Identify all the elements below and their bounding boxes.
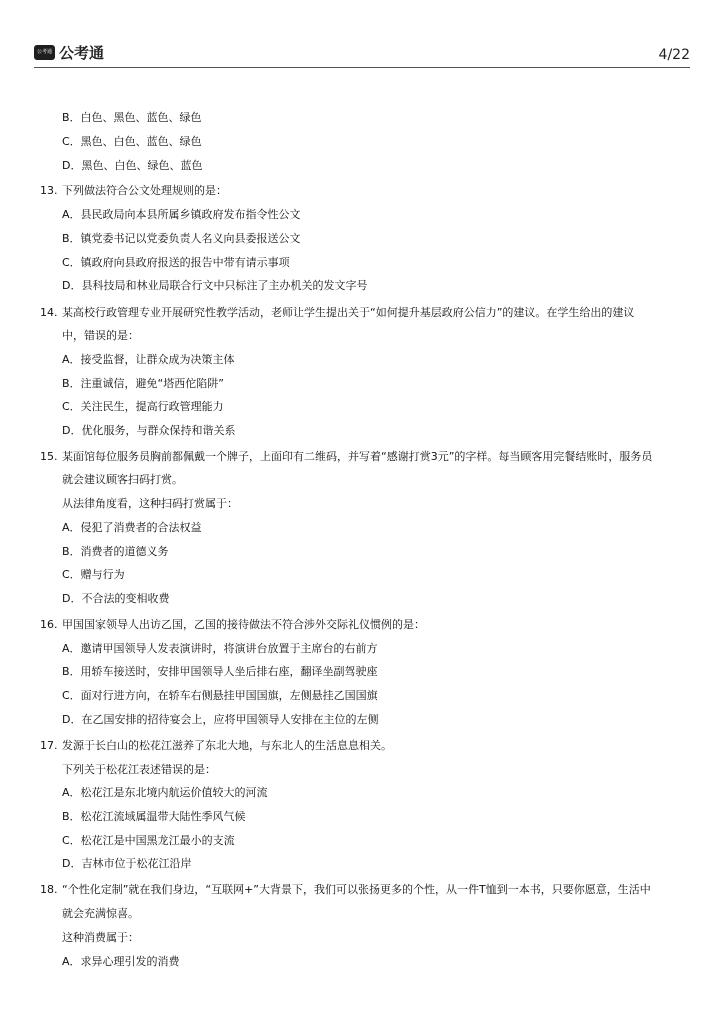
q15-stem-line-1: 某面馆每位服务员胸前都佩戴一个牌子，上面印有二维码，并写着“感谢打赏3元”的字样。每当顾客用完餐结账时，服务员 <box>62 450 653 463</box>
q12-option-d: D．黑色、白色、绿色、蓝色 <box>62 159 203 172</box>
q17-stem-line-1: 发源于长白山的松花江滋养了东北大地，与东北人的生活息息相关。 <box>62 739 392 752</box>
page-header <box>34 44 690 68</box>
brand-name: 公考通 <box>59 44 105 62</box>
q17-option-c: C．松花江是中国黑龙江最小的支流 <box>62 834 235 847</box>
q14-option-d: D．优化服务，与群众保持和谐关系 <box>62 424 236 437</box>
q18-option-a: A．求异心理引发的消费 <box>62 955 180 968</box>
q18-number: 18. <box>40 883 58 896</box>
q14-option-a: A．接受监督，让群众成为决策主体 <box>62 353 235 366</box>
q15-number: 15. <box>40 450 58 463</box>
brand-logo: 公考通 <box>34 45 55 60</box>
q15-option-d: D．不合法的变相收费 <box>62 592 170 605</box>
q13-number: 13. <box>40 184 58 197</box>
q14-option-b: B．注重诚信，避免“塔西佗陷阱” <box>62 377 224 390</box>
q17-option-a: A．松花江是东北境内航运价值较大的河流 <box>62 786 268 799</box>
q18-stem-line-3: 这种消费属于： <box>62 931 139 944</box>
q16-option-a: A．邀请甲国领导人发表演讲时，将演讲台放置于主席台的右前方 <box>62 642 378 655</box>
q13-option-a: A．县民政局向本县所属乡镇政府发布指令性公文 <box>62 208 301 221</box>
q17-option-d: D．吉林市位于松花江沿岸 <box>62 857 192 870</box>
q12-option-b: B．白色、黑色、蓝色、绿色 <box>62 111 202 124</box>
q14-stem-line-1: 某高校行政管理专业开展研究性教学活动，老师让学生提出关于“如何提升基层政府公信力”的建议。在学生给出的建议 <box>62 306 635 319</box>
q17-option-b: B．松花江流域属温带大陆性季风气候 <box>62 810 246 823</box>
header-divider <box>34 67 690 68</box>
q16-stem: 甲国国家领导人出访乙国，乙国的接待做法不符合涉外交际礼仪惯例的是： <box>62 618 425 631</box>
q18-stem-line-1: “个性化定制”就在我们身边，“互联网+”大背景下，我们可以张扬更多的个性，从一件T恤到一本书，只要你愿意，生活中 <box>62 883 651 896</box>
q14-option-c: C．关注民生，提高行政管理能力 <box>62 400 224 413</box>
q13-option-d: D．县科技局和林业局联合行文中只标注了主办机关的发文字号 <box>62 279 368 292</box>
q17-stem-line-2: 下列关于松花江表述错误的是： <box>62 763 216 776</box>
q14-number: 14. <box>40 306 58 319</box>
q16-option-c: C．面对行进方向，在轿车右侧悬挂甲国国旗，左侧悬挂乙国国旗 <box>62 689 378 702</box>
q18-stem-line-2: 就会充满惊喜。 <box>62 907 139 920</box>
q16-option-d: D．在乙国安排的招待宴会上，应将甲国领导人安排在主位的左侧 <box>62 713 379 726</box>
q15-option-b: B．消费者的道德义务 <box>62 545 169 558</box>
q13-option-b: B．镇党委书记以党委负责人名义向县委报送公文 <box>62 232 301 245</box>
q15-stem-line-2: 就会建议顾客扫码打赏。 <box>62 473 183 486</box>
q16-number: 16. <box>40 618 58 631</box>
q15-stem-line-3: 从法律角度看，这种扫码打赏属于： <box>62 497 238 510</box>
q17-number: 17. <box>40 739 58 752</box>
page-number: 4/22 <box>658 47 690 63</box>
q16-option-b: B．用轿车接送时，安排甲国领导人坐后排右座，翻译坐副驾驶座 <box>62 665 378 678</box>
q13-option-c: C．镇政府向县政府报送的报告中带有请示事项 <box>62 256 290 269</box>
q14-stem-line-2: 中，错误的是： <box>62 329 139 342</box>
q15-option-a: A．侵犯了消费者的合法权益 <box>62 521 202 534</box>
q15-option-c: C．赠与行为 <box>62 568 125 581</box>
q13-stem: 下列做法符合公文处理规则的是： <box>62 184 227 197</box>
q12-option-c: C．黑色、白色、蓝色、绿色 <box>62 135 202 148</box>
